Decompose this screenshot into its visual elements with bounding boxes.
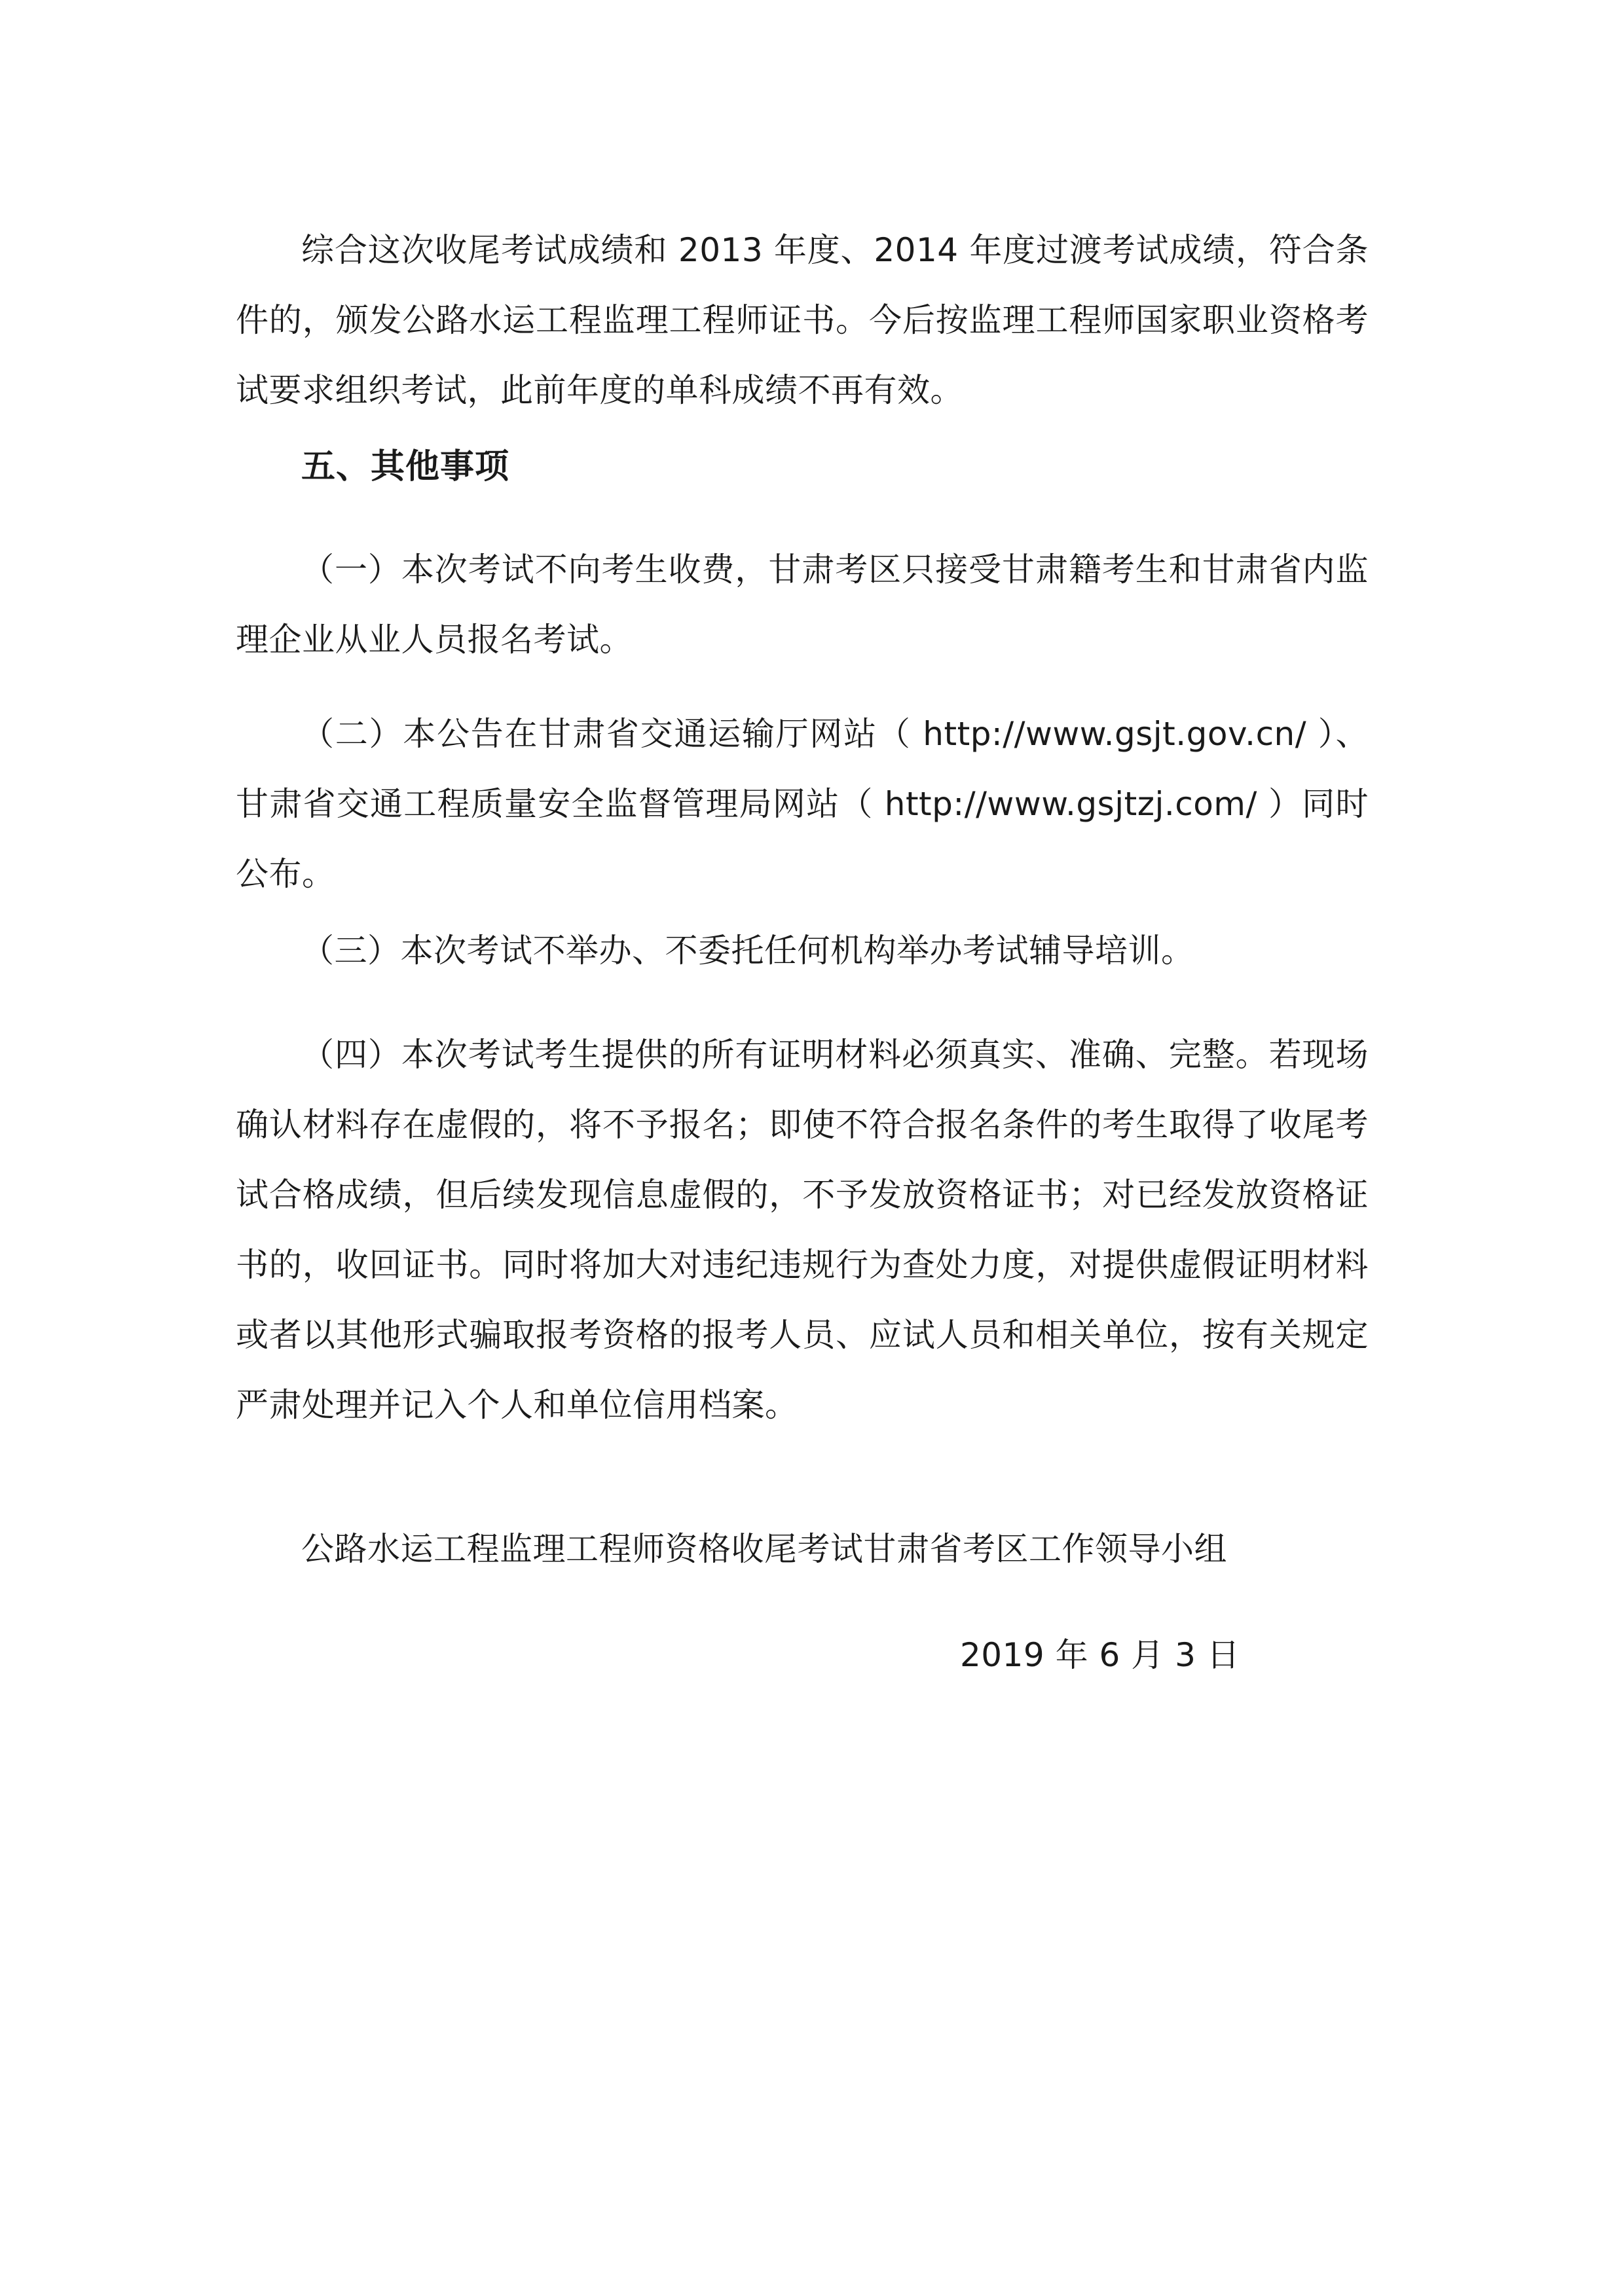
signature-organization: 公路水运工程监理工程师资格收尾考试甘肃省考区工作领导小组 [301, 1530, 1227, 1568]
signature-date: 2019 年 6 月 3 日 [960, 1636, 1240, 1674]
paragraph-exam-results: 综合这次收尾考试成绩和 2013 年度、2014 年度过渡考试成绩，符合条件的，颁发公路水运工程监理工程师证书。今后按监理工程师国家职业资格考试要求组织考试，此前年度的单科成绩不再有效。 [236, 231, 1369, 409]
item-1-no-fee: （一）本次考试不向考生收费，甘肃考区只接受甘肃籍考生和甘肃省内监理企业从业人员报名考试。 [236, 551, 1369, 659]
item-3-no-training: （三）本次考试不举办、不委托任何机构举办考试辅导培训。 [301, 932, 1194, 970]
section-heading-other-matters: 五、其他事项 [301, 447, 510, 486]
item-4-materials-authenticity: （四）本次考试考生提供的所有证明材料必须真实、准确、完整。若现场确认材料存在虚假的，将不予报名；即使不符合报名条件的考生取得了收尾考试合格成绩，但后续发现信息虚假的，不予发放资格证书；对已经发放资格证书的，收回证书。同时将加大对违纪违规行为查处力度，对提供虚假证明材料或者以其他形式骗取报考资格的报考人员、应试人员和相关单位，按有关规定严肃处理并记入个人和单位信用档案。 [236, 1036, 1369, 1424]
item-2-publication: （二）本公告在甘肃省交通运输厅网站（ http://www.gsjt.gov.cn/ ）、甘肃省交通工程质量安全监督管理局网站（ http://www.gsjtzj.com/ ）同时公布。 [236, 715, 1369, 893]
